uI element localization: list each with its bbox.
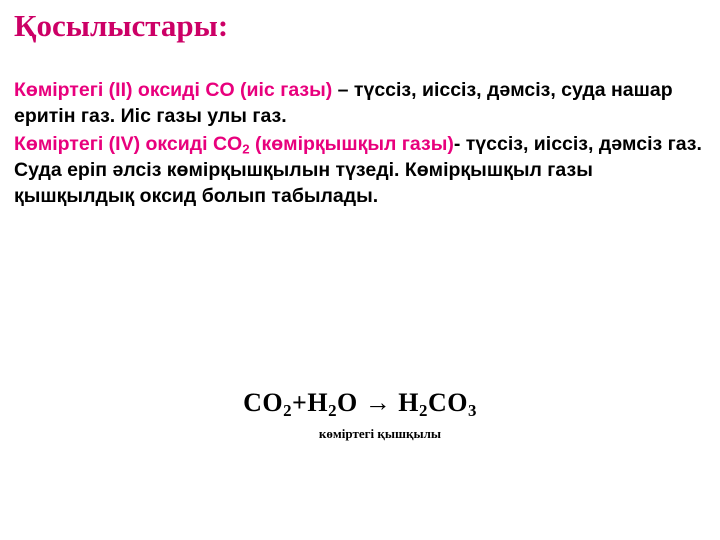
chemical-equation [0,388,720,421]
paragraph-carbon-monoxide [14,78,708,130]
equation-right-mid: CO [427,388,468,417]
equation-left-subscript: 2 [283,401,293,421]
paragraph-2-rest: - түссіз, иіссіз, дәмсіз газ. Суда еріп әлсіз көмірқышқылын түзеді. Көмірқышқыл газы қышқылдық оксид болып табылады. [14,132,702,207]
equation-right-subscript: 2 [419,401,428,421]
paragraph-1-lead: Көміртегі (II) оксиді CO (иіс газы) [14,79,333,101]
page-title: Қосылыстары: [14,8,229,43]
paragraph-2-lead-part1: Көміртегі (IV) оксиді CO [14,132,243,155]
equation-plus-subscript: 2 [328,401,338,421]
paragraph-2-lead-subscript: 2 [242,141,250,157]
equation-left-formula: CO [243,388,284,417]
paragraph-2-lead-part2: (көмірқышқыл газы) [249,132,454,155]
paragraph-1-rest: – түссіз, иіссіз, дәмсіз, суда нашар еритін газ. Иіс газы улы газ. [14,79,673,127]
body-text-block [14,78,708,210]
paragraph-carbon-dioxide [14,132,708,210]
equation-arrow-icon: → [357,388,399,417]
equation-caption: көміртегі қышқылы [318,426,442,441]
equation-right-formula: H [398,388,419,417]
equation-plus-rest: O [337,388,358,417]
equation-right-subscript-2: 3 [467,401,477,421]
equation-block [0,388,720,442]
equation-plus: +H [292,388,329,417]
